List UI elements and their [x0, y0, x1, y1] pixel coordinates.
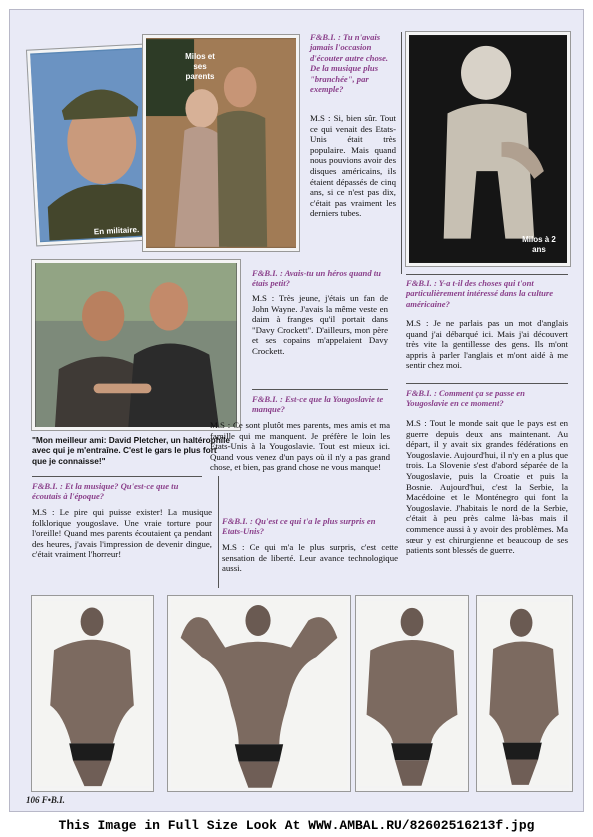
question-7: F&B.I. : Qu'est ce qui t'a le plus surpris en Etats-Unis?	[222, 516, 376, 537]
question-6: F&B.I. : Et la musique? Qu'est-ce que tu écoutais à l'époque?	[32, 481, 179, 502]
answer-5: M.S : Ce sont plutôt mes parents, mes amis et ma famille qui me manquent. Je préfère le loin les Etats-Unis à la Yougoslavie. Tout est mieux ici. Quand vous venez d'un pays où il n'y a pas grand chose, et bien, pas grand chose ne vous manque!	[210, 420, 390, 473]
answer-7: M.S : Ce qui m'a le plus surpris, c'est cette sensation de liberté. Leur avance technologique aussi.	[222, 542, 398, 574]
photo-caption-friend: "Mon meilleur ami: David Pletcher, un haltérophile avec qui je m'entraîne. C'est le gars le plus fort que je connaisse!"	[32, 435, 231, 466]
divider-q2	[406, 274, 568, 275]
page-number: 106 F•B.I.	[26, 795, 65, 805]
question-4: F&B.I. : Comment ça se passe en Yougoslavie en ce moment?	[406, 388, 525, 409]
photo-baby	[406, 32, 570, 266]
photo-pose-1	[32, 596, 153, 791]
answer-6: M.S : Le pire qui puisse exister! La musique folklorique yougoslave. Une vraie torture pour l'oreille! Quand mes parents écoutaient ça pendant des heures, j'avais l'impression de devenir dingue, c'était vraiment l'horreur!	[32, 507, 212, 560]
photo-pose-2	[168, 596, 350, 791]
source-banner[interactable]: This Image in Full Size Look At WWW.AMBAL.RU/82602516213f.jpg	[0, 815, 593, 837]
magazine-page	[9, 9, 584, 812]
photo-caption-baby: Milos à 2 ans	[522, 235, 556, 254]
photo-caption-parents: Milos et ses parents	[185, 52, 215, 81]
photo-friend	[32, 260, 240, 430]
photo-pose-3	[356, 596, 468, 791]
question-3: F&B.I. : Avais-tu un héros quand tu étais petit?	[252, 268, 381, 289]
question-5: F&B.I. : Est-ce que la Yougoslavie te manque?	[252, 394, 384, 415]
photo-parents	[143, 35, 299, 251]
column-divider	[401, 32, 402, 274]
photo-pose-4	[477, 596, 572, 791]
divider-q4	[406, 383, 568, 384]
divider-q6	[32, 476, 202, 477]
divider-q7	[218, 476, 219, 588]
answer-4: M.S : Tout le monde sait que le pays est en guerre depuis deux ans maintenant. Au départ, il y avait six grandes fédérations en Yougoslavie. Aujourd'hui, il n'y en a plus que trois. La Slovenie s'est d'abord séparée de la Yougoslavie, puis la Croatie et puis la Bosnie. Aujourd'hui, c'est la Serbie, la Macédoine et le Monténegro qui font la Yougoslavie. J'habitais le nord de la Serbie, c'était à peu près calme là-bas mais il commence aussi à y avoir des problèmes. Ma sœur y est chirurgienne et beaucoup de ses patients sont blessés de guerre.	[406, 418, 568, 556]
answer-3: M.S : Très jeune, j'étais un fan de John Wayne. J'avais la même veste en daim à franges qu'il portait dans "Davy Crockett". D'ailleurs, mon père et ses copains m'appelaient Davy Crockett.	[252, 293, 388, 356]
answer-2: M.S : Je ne parlais pas un mot d'anglais quand j'ai débarqué ici. Mais j'ai découvert très vite la gentillesse des gens. Ils m'ont appris à parler l'anglais et m'ont aidé à me sentir chez moi.	[406, 318, 568, 371]
question-1: F&B.I. : Tu n'avais jamais l'occasion d'écouter autre chose. De la musique plus "branchée", par exemple?	[310, 32, 389, 95]
divider-q5	[252, 389, 388, 390]
question-2: F&B.I. : Y-a t-il des choses qui t'ont particulièrement intéressé dans la culture américaine?	[406, 278, 554, 309]
photo-caption-military: En militaire.	[93, 225, 140, 237]
answer-1: M.S : Si, bien sûr. Tout ce qui venait des Etats-Unis était très populaire. Mais quand nous pouvions avoir des disques américains, ils étaient dépassés de cinq ans, si ce n'est pas dix, c'était pas vraiment les derniers tubes.	[310, 113, 396, 219]
